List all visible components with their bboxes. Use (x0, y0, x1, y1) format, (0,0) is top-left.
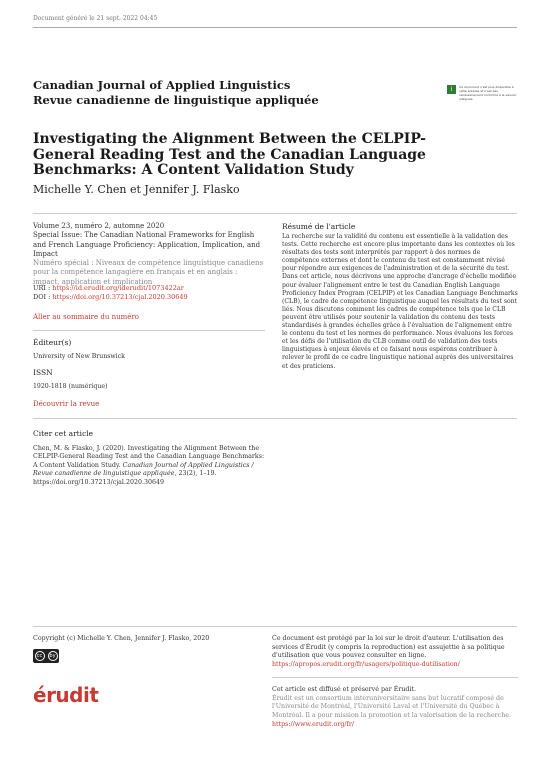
by-icon: by (49, 653, 56, 659)
diffusion-text: Érudit est un consortium interuniversitaire sans but lucratif composé de l'Université de Montréal, l'Université Laval et l'Université du Québec à Montréal. Il a pour mission la promotion et la valorisation de la recherche. (272, 694, 511, 720)
citation-text: Chen, M. & Flasko, J. (2020). Investigating the Alignment Between the CELPIP-General Reading Test and the Canadian Language Benchmarks: A Content Validation Study. (33, 445, 265, 469)
issn-label: ISSN (33, 368, 53, 377)
availability-notice (447, 85, 521, 101)
citation-end: , 23(2), 1–19. https://doi.org/10.37213/cjal.2020.30649 (33, 470, 217, 486)
erudit-logo[interactable]: érudit (33, 683, 99, 707)
rights-text: Ce document est protégé par la loi sur le droit d'auteur. L'utilisation des services d'Érudit (y compris la reproduction) est assujettie à sa politique d'utilisation que vous pouvez consulter en ligne. (272, 635, 505, 660)
divider (33, 330, 265, 331)
journal-title-en: Canadian Journal of Applied Linguistics (33, 78, 291, 92)
issue-info (33, 222, 265, 287)
editors-label: Éditeur(s) (33, 338, 72, 347)
uri-link[interactable]: https://id.erudit.org/iderudit/1073422ar (52, 284, 184, 292)
notice-text: Ce document n'est plus disponible à cette adresse et n'est pas nécessairement conforme à la version intégrale. (459, 85, 517, 101)
section-divider (33, 213, 517, 214)
cc-icon: cc (35, 651, 45, 661)
erudit-link[interactable]: https://www.erudit.org/fr/ (272, 720, 354, 728)
doi-link[interactable]: https://doi.org/10.37213/cjal.2020.30649 (52, 293, 188, 302)
journal-title (33, 78, 319, 108)
usage-policy-link[interactable]: https://apropos.erudit.org/fr/usagers/politique-dutilisation/ (272, 660, 460, 668)
top-divider (33, 27, 517, 28)
issue-summary-link[interactable]: Aller au sommaire du numéro (33, 313, 139, 321)
divider (33, 418, 517, 419)
editor-name: University of New Brunswick (33, 353, 125, 360)
article-authors: Michelle Y. Chen et Jennifer J. Flasko (33, 183, 240, 196)
diffusion-notice (272, 686, 518, 730)
identifiers (33, 284, 265, 303)
journal-title-fr: Revue canadienne de linguistique appliquée (33, 93, 319, 107)
issn-value: 1920-1818 (numérique) (33, 383, 108, 390)
diffusion-title: Cet article est diffusé et préservé par Érudit. (272, 686, 416, 693)
footer-divider (33, 626, 517, 627)
abstract-label: Résumé de l'article (282, 222, 356, 231)
abstract-text: La recherche sur la validité du contenu est essentielle à la validation des tests. Cette recherche est encore plus importante dans les contextes où les résultats des tests sont interprétés par rapport à des normes de compétence externes et dont le contenu du test est constamment révisé pour répondre aux exigences de l'administration et de la sécurité du test. Dans cet article, nous décrivons une approche d'ancrage d'échelle modifiée pour évaluer l'alignement entre le test du Canadian English Language Proficiency Index Program (CELPIP) et les Canadian Language Benchmarks (CLB), le cadre de compétence linguistique auquel les résultats du test sont liés. Nous discutons comment les cadres de compétence tels que le CLB peuvent être utilisés pour soutenir la validation du contenu des tests standardisés à grandes échelles grâce à l'évaluation de l'alignement entre le contenu du test et les normes de performance. Nous évaluons les forces et les défis de l'utilisation du CLB comme outil de validation des tests linguistiques à enjeux élevés et ce faisant nous espérons contribuer à relever le profil de ce cadre linguistique national auprès des universitaires et des praticiens. (282, 233, 518, 370)
copyright: Copyright (c) Michelle Y. Chen, Jennifer J. Flasko, 2020 (33, 635, 210, 642)
doi-label: DOI : (33, 293, 53, 302)
generated-date: Document généré le 21 sept. 2022 04:45 (33, 15, 158, 22)
special-issue-en: Special Issue: The Canadian National Frameworks for English and French Language Proficiency: Application, Implication, and Impact (33, 231, 261, 258)
citation (33, 445, 268, 487)
cc-license-icon[interactable] (33, 649, 59, 663)
special-issue-fr: Numéro spécial : Niveaux de compétence linguistique canadiens pour la compétence langagière en français et en anglais : impact, application et implication (33, 259, 264, 286)
uri-label: URI : (33, 284, 53, 292)
citation-journal: Canadian Journal of Applied Linguistics / Revue canadienne de linguistique appliquée (33, 461, 254, 478)
discover-journal-link[interactable]: Découvrir la revue (33, 400, 100, 408)
divider (272, 677, 518, 678)
rights-notice (272, 635, 518, 669)
article-title: Investigating the Alignment Between the CELPIP-General Reading Test and the Canadian Language Benchmarks: A Content Validation Study (33, 131, 426, 178)
volume: Volume 23, numéro 2, automne 2020 (33, 222, 165, 230)
cite-label: Citer cet article (33, 429, 94, 438)
info-icon: i (447, 85, 456, 94)
